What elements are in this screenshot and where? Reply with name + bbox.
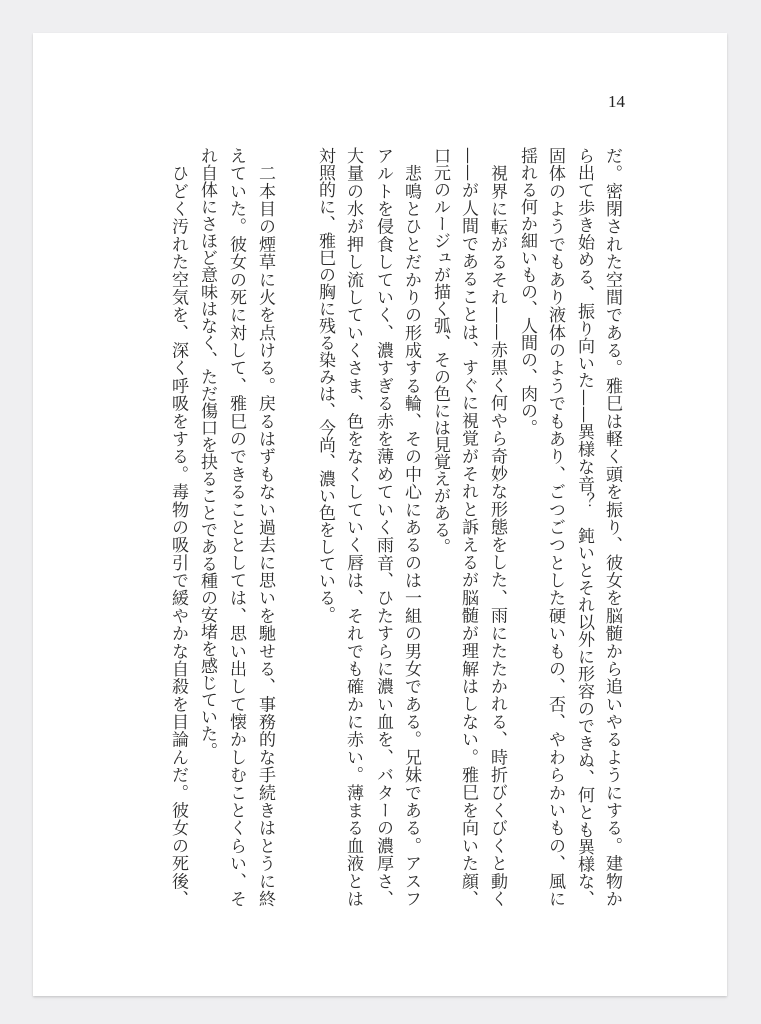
text-column-14: れ自体にさほど意味はなく、ただ傷口を抉ることである種の安堵を感じていた。	[197, 147, 217, 759]
text-column-3: 固体のようでもあり液体のようでもあり、ごつごつとした硬いもの、否、やわらかいもの、風に	[545, 147, 565, 907]
text-column-5: 視界に転がるそれ——赤黒く何やら奇妙な形態をした、雨にたたかれる、時折びくびくと動く	[487, 147, 507, 907]
text-column-2: ら出て歩き始める、振り向いた——異様な音？ 鈍いとそれ以外に形容のできぬ、何とも異様な、	[574, 147, 594, 907]
text-column-9: アルトを侵食していく、濃すぎる赤を薄めていく雨音、ひたすらに濃い血を、バターの濃厚さ、	[373, 147, 393, 908]
text-column-15: ひどく汚れた空気を、深く呼吸をする。毒物の吸引で緩やかな自殺を目論んだ。彼女の死後、	[168, 147, 188, 907]
text-column-8: 悲鳴とひとだかりの形成する輪、その中心にあるのは一組の男女である。兄妹である。アスフ	[401, 147, 421, 907]
text-column-10: 大量の水が押し流していくさま、色をなくしていく唇は、それでも確かに赤い。薄まる血液とは	[343, 147, 363, 907]
page-number: 14	[608, 92, 625, 111]
text-column-13: えていた。彼女の死に対して、雅巳のできることとしては、思い出して懐かしむことくらい、そ	[226, 147, 246, 907]
book-page	[33, 33, 727, 996]
text-column-6: ——が人間であることは、すぐに視覚がそれと訴えるが脳髄が理解はしない。雅巳を向いた顔、	[458, 147, 478, 907]
text-column-11: 対照的に、雅巳の胸に残る染みは、今尚、濃い色をしている。	[315, 147, 335, 623]
text-column-7: 口元のルージュが描く弧、その色には見覚えがある。	[430, 147, 450, 555]
text-column-12: 二本目の煙草に火を点ける。戻るはずもない過去に思いを馳せる、事務的な手続きはとうに終	[255, 147, 275, 907]
text-column-1: だ。密閉された空間である。雅巳は軽く頭を振り、彼女を脳髄から追いやるようにする。建物か	[602, 147, 622, 908]
text-column-4: 揺れる何か細いもの、人間の、肉の。	[517, 147, 537, 436]
blank-line-separator	[285, 147, 307, 907]
